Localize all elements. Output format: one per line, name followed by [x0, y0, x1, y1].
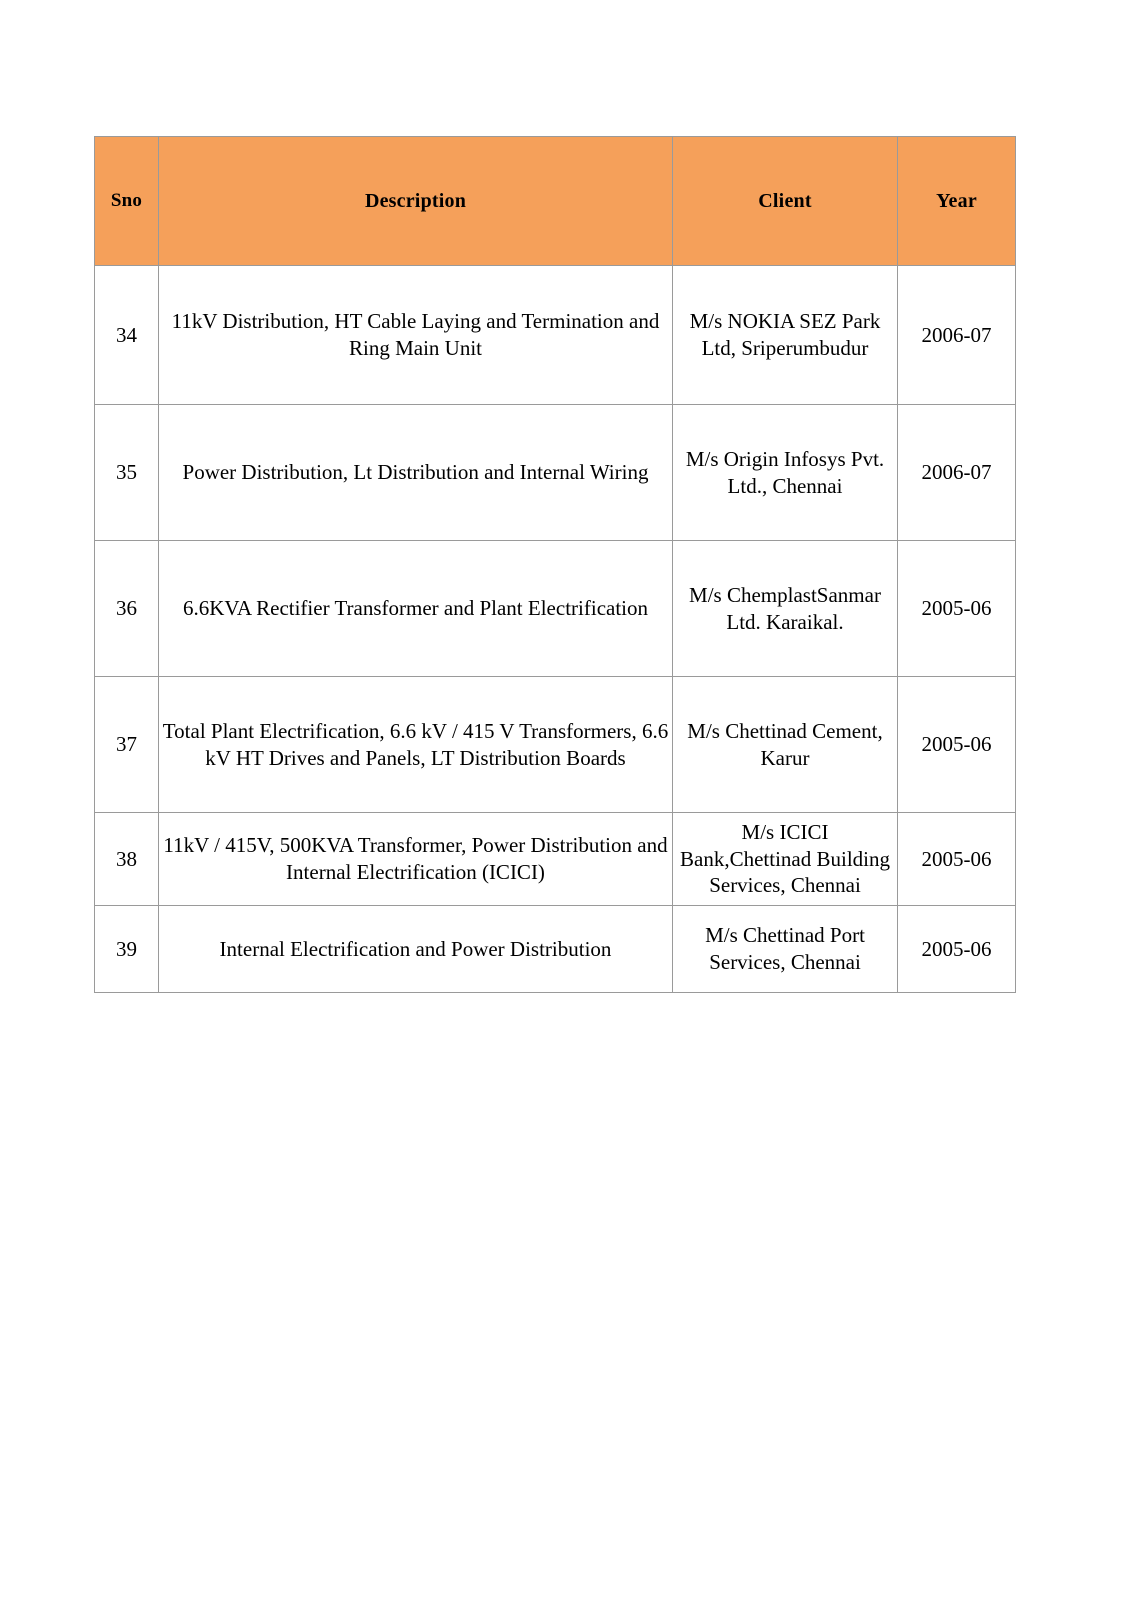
table-row: [95, 541, 1016, 677]
cell-year: 2006-07: [898, 405, 1016, 541]
column-header-year: Year: [898, 137, 1016, 266]
table-container: [94, 136, 1015, 993]
cell-year: 2006-07: [898, 266, 1016, 405]
cell-year: 2005-06: [898, 541, 1016, 677]
cell-sno: 35: [95, 405, 159, 541]
column-header-description: Description: [159, 137, 673, 266]
cell-description: Internal Electrification and Power Distribution: [159, 906, 673, 993]
cell-year: 2005-06: [898, 906, 1016, 993]
cell-client: M/s Chettinad Port Services, Chennai: [673, 906, 898, 993]
header-row: [95, 137, 1016, 266]
cell-client: M/s Origin Infosys Pvt. Ltd., Chennai: [673, 405, 898, 541]
column-header-client: Client: [673, 137, 898, 266]
cell-description: Power Distribution, Lt Distribution and Internal Wiring: [159, 405, 673, 541]
cell-client: M/s ICICI Bank,Chettinad Building Services, Chennai: [673, 813, 898, 906]
cell-client: M/s NOKIA SEZ Park Ltd, Sriperumbudur: [673, 266, 898, 405]
cell-sno: 36: [95, 541, 159, 677]
cell-description: 11kV Distribution, HT Cable Laying and Termination and Ring Main Unit: [159, 266, 673, 405]
cell-sno: 38: [95, 813, 159, 906]
table-body: [95, 266, 1016, 993]
table-row: [95, 906, 1016, 993]
cell-description: 11kV / 415V, 500KVA Transformer, Power Distribution and Internal Electrification (ICICI): [159, 813, 673, 906]
cell-client: M/s Chettinad Cement, Karur: [673, 677, 898, 813]
table-row: [95, 405, 1016, 541]
cell-sno: 34: [95, 266, 159, 405]
column-header-sno: Sno: [95, 137, 159, 266]
cell-client: M/s ChemplastSanmar Ltd. Karaikal.: [673, 541, 898, 677]
cell-year: 2005-06: [898, 813, 1016, 906]
project-reference-table: [94, 136, 1016, 993]
cell-sno: 37: [95, 677, 159, 813]
table-row: [95, 677, 1016, 813]
table-row: [95, 266, 1016, 405]
cell-sno: 39: [95, 906, 159, 993]
table-row: [95, 813, 1016, 906]
table-header: [95, 137, 1016, 266]
cell-description: 6.6KVA Rectifier Transformer and Plant Electrification: [159, 541, 673, 677]
cell-description: Total Plant Electrification, 6.6 kV / 415 V Transformers, 6.6 kV HT Drives and Panels, LT Distribution Boards: [159, 677, 673, 813]
cell-year: 2005-06: [898, 677, 1016, 813]
